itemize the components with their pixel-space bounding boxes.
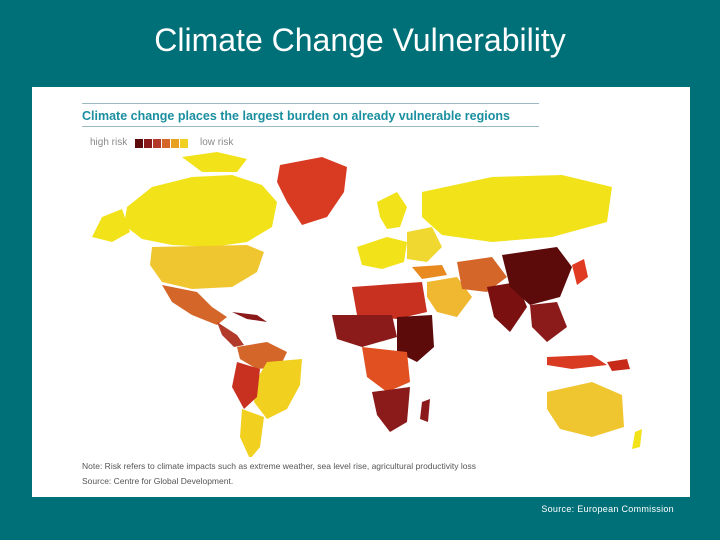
greenland [277, 157, 347, 225]
madagascar [420, 399, 430, 422]
slide-source: Source: European Commission [541, 504, 674, 514]
caribbean [232, 312, 267, 322]
legend-low-label: low risk [200, 137, 234, 148]
papua [607, 359, 630, 371]
world-risk-map [32, 147, 690, 457]
headline-rule [82, 126, 539, 127]
legend-high-label: high risk [90, 137, 128, 148]
russia [422, 175, 612, 242]
southern-africa [372, 387, 410, 432]
indonesia [547, 355, 607, 369]
australia [547, 382, 624, 437]
western-europe [357, 237, 407, 269]
eastern-europe [407, 227, 442, 262]
new-zealand [632, 429, 642, 449]
turkey-caucasus [412, 265, 447, 279]
japan-korea [572, 259, 588, 285]
map-note: Note: Risk refers to climate impacts such as extreme weather, sea level rise, agricultural productivity loss [82, 461, 476, 471]
mexico [162, 285, 227, 325]
map-headline: Climate change places the largest burden on already vulnerable regions [82, 109, 510, 123]
central-africa [362, 347, 410, 392]
map-figure [32, 87, 690, 497]
argentina-chile [240, 409, 264, 457]
central-america [217, 322, 244, 347]
north-africa [352, 282, 427, 319]
canada [124, 175, 277, 247]
headline-rule [82, 103, 539, 104]
usa [150, 245, 264, 289]
alaska [92, 209, 130, 242]
scandinavia [377, 192, 407, 229]
map-source: Source: Centre for Global Development. [82, 476, 234, 486]
slide-title: Climate Change Vulnerability [154, 22, 566, 58]
arctic-islands [182, 152, 247, 172]
southeast-asia [530, 302, 567, 342]
sahel-west-africa [332, 315, 397, 347]
